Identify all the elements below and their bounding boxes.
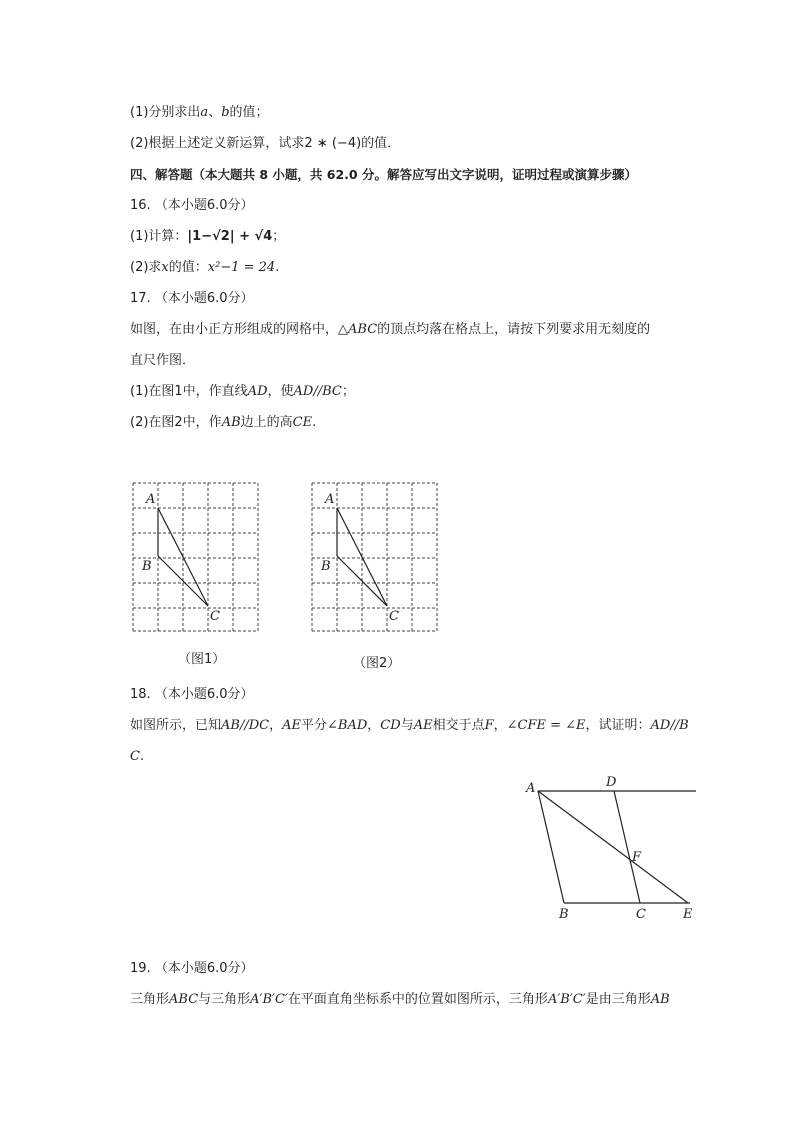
q18-text-line1: 如图所示，已知AB//DC，AE平分∠BAD，CD与AE相交于点F，∠CFE = ∠E，试证明：AD//B (130, 718, 689, 733)
q17-text-line1: 如图，在由小正方形组成的网格中，△ABC的顶点均落在格点上，请按下列要求用无刻度的 (130, 322, 651, 337)
q18-label-a: A (526, 781, 536, 796)
q17-figure1-caption: （图1） (178, 652, 226, 667)
q17-fig2-label-b: B (321, 559, 331, 574)
q17-text-line2: 直尺作图． (130, 353, 196, 368)
q17-figure2-caption: （图2） (353, 656, 401, 671)
q16-part1: (1)计算：|1−√2| + √4； (130, 229, 286, 244)
q17-figure1 (126, 476, 266, 638)
q17-part1: (1)在图1中，作直线AD，使AD//BC； (130, 384, 355, 399)
q17-fig1-label-b: B (142, 559, 152, 574)
q17-figure2 (305, 476, 445, 638)
q16-part2: (2)求x的值：x²−1 = 24. (130, 260, 280, 275)
q17-figure2-triangle (337, 508, 387, 606)
q17-fig1-label-c: C (210, 609, 220, 624)
q18-label-c: C (636, 907, 646, 922)
q16-header: 16. （本小题6.0分） (130, 198, 254, 213)
q17-fig2-label-c: C (389, 609, 399, 624)
q17-header: 17. （本小题6.0分） (130, 291, 254, 306)
q18-text-line2: C. (130, 749, 145, 764)
q18-header: 18. （本小题6.0分） (130, 687, 254, 702)
q17-fig1-label-a: A (146, 492, 156, 507)
q17-figure1-triangle (158, 508, 208, 606)
section-heading: 四、解答题（本大题共 8 小题，共 62.0 分。解答应写出文字说明，证明过程或演算步骤） (130, 167, 637, 182)
q18-figure (520, 770, 710, 925)
q15-part2: (2)根据上述定义新运算，试求2 ∗ (−4)的值． (130, 136, 401, 151)
q19-text-line1: 三角形ABC与三角形A′B′C′在平面直角坐标系中的位置如图所示，三角形A′B′C′是由三角形AB (130, 992, 670, 1007)
q19-header: 19. （本小题6.0分） (130, 961, 254, 976)
q18-label-e: E (683, 907, 693, 922)
q18-label-d: D (606, 775, 617, 790)
q18-label-b: B (559, 907, 569, 922)
q15-part1: (1)分别求出a、b的值； (130, 105, 269, 120)
q17-part2: (2)在图2中，作AB边上的高CE. (130, 415, 317, 430)
q18-label-f: F (632, 850, 642, 865)
q17-fig2-label-a: A (325, 492, 335, 507)
